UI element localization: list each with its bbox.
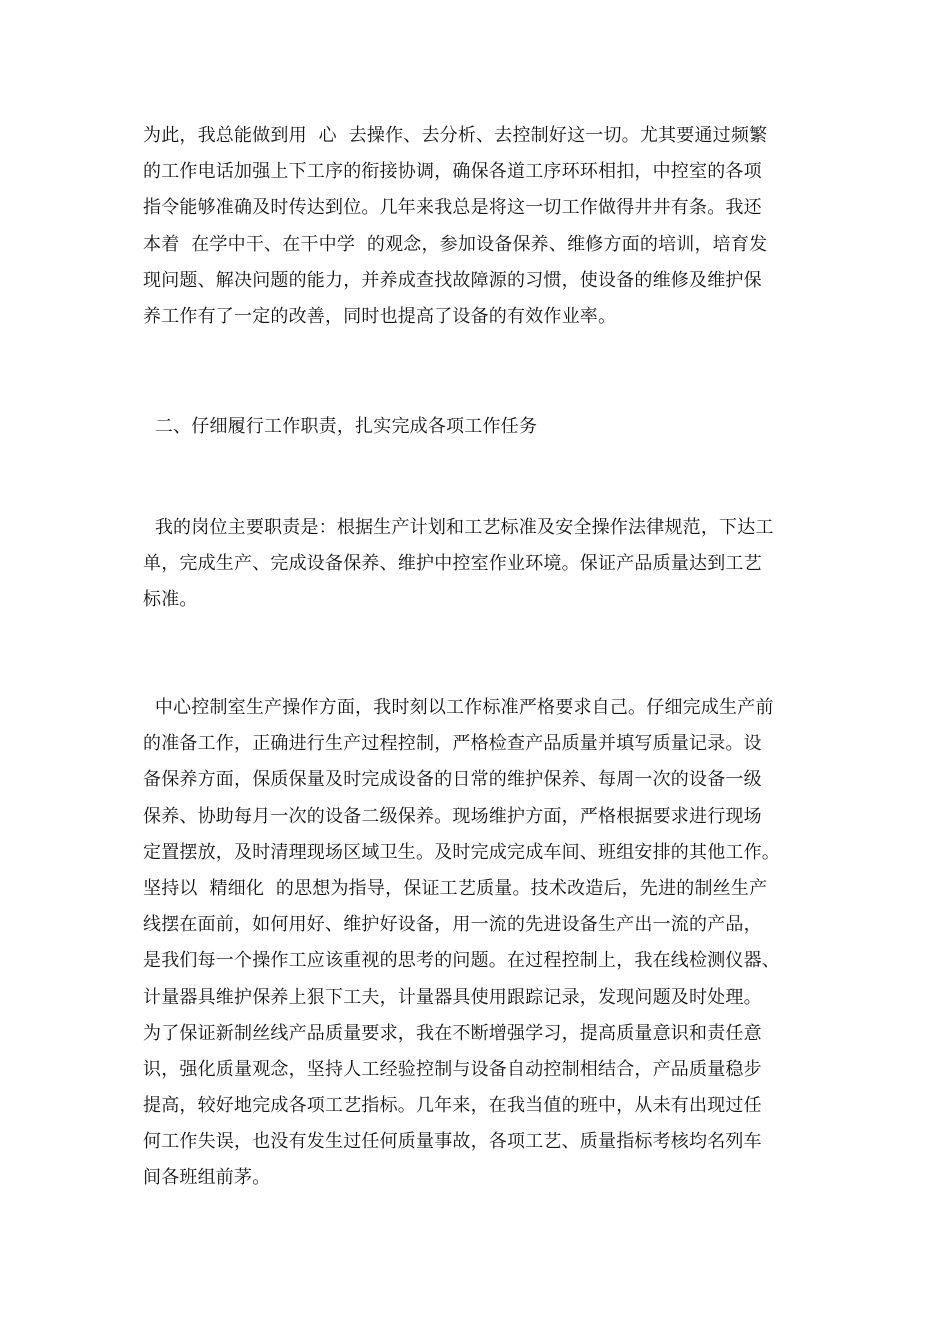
paragraph-line: 单，完成生产、完成设备保养、维护中控室作业环境。保证产品质量达到工艺 (143, 553, 762, 575)
section-heading-text: 二、仔细履行工作职责，扎实完成各项工作任务 (143, 416, 538, 437)
paragraph-line: 现问题、解决问题的能力，并养成查找故障源的习惯，使设备的维修及维护保 (143, 269, 762, 291)
paragraph-line: 备保养方面，保质保量及时完成设备的日常的维护保养、每周一次的设备一级 (143, 769, 762, 791)
paragraph-2 (143, 510, 813, 619)
paragraph-line: 本着 在学中干、在干中学 的观念，参加设备保养、维修方面的培训，培育发 (143, 233, 768, 255)
paragraph-line: 的准备工作，正确进行生产过程控制，严格检查产品质量并填写质量记录。设 (143, 733, 762, 755)
paragraph-line: 线摆在面前，如何用好、维护好设备，用一流的先进设备生产出一流的产品， (143, 914, 762, 936)
paragraph-line: 指令能够准确及时传达到位。几年来我总是将这一切工作做得井井有条。我还 (143, 197, 762, 219)
section-heading (143, 409, 813, 445)
paragraph-line: 为了保证新制丝线产品质量要求，我在不断增强学习，提高质量意识和责任意 (143, 1022, 762, 1044)
paragraph-line: 何工作失误，也没有发生过任何质量事故，各项工艺、质量指标考核均名列车 (143, 1131, 762, 1153)
paragraph-line: 保养、协助每月一次的设备二级保养。现场维护方面，严格根据要求进行现场 (143, 805, 762, 827)
paragraph-line: 间各班组前茅。 (143, 1167, 271, 1189)
paragraph-line: 提高，较好地完成各项工艺指标。几年来，在我当值的班中，从未有出现过任 (143, 1095, 762, 1117)
paragraph-line: 的工作电话加强上下工序的衔接协调，确保各道工序环环相扣，中控室的各项 (143, 161, 762, 183)
paragraph-line: 定置摆放，及时清理现场区域卫生。及时完成完成车间、班组安排的其他工作。 (143, 841, 780, 863)
paragraph-line: 识，强化质量观念，坚持人工经验控制与设备自动控制相结合，产品质量稳步 (143, 1058, 762, 1080)
paragraph-line: 为此，我总能做到用 心 去操作、去分析、去控制好这一切。尤其要通过频繁 (143, 125, 768, 146)
paragraph-line: 计量器具维护保养上狠下工夫，计量器具使用跟踪记录，发现问题及时处理。 (143, 986, 762, 1008)
paragraph-3 (143, 690, 813, 1197)
paragraph-line: 标准。 (143, 589, 198, 611)
paragraph-line: 养工作有了一定的改善，同时也提高了设备的有效作业率。 (143, 305, 617, 327)
paragraph-line: 中心控制室生产操作方面，我时刻以工作标准严格要求自己。仔细完成生产前 (143, 697, 774, 718)
paragraph-line: 是我们每一个操作工应该重视的思考的问题。在过程控制上，我在线检测仪器、 (143, 950, 780, 972)
paragraph-line: 我的岗位主要职责是：根据生产计划和工艺标准及安全操作法律规范，下达工 (143, 517, 774, 538)
paragraph-line: 坚持以 精细化 的思想为指导，保证工艺质量。技术改造后，先进的制丝生产 (143, 877, 768, 899)
paragraph-1 (143, 118, 813, 335)
